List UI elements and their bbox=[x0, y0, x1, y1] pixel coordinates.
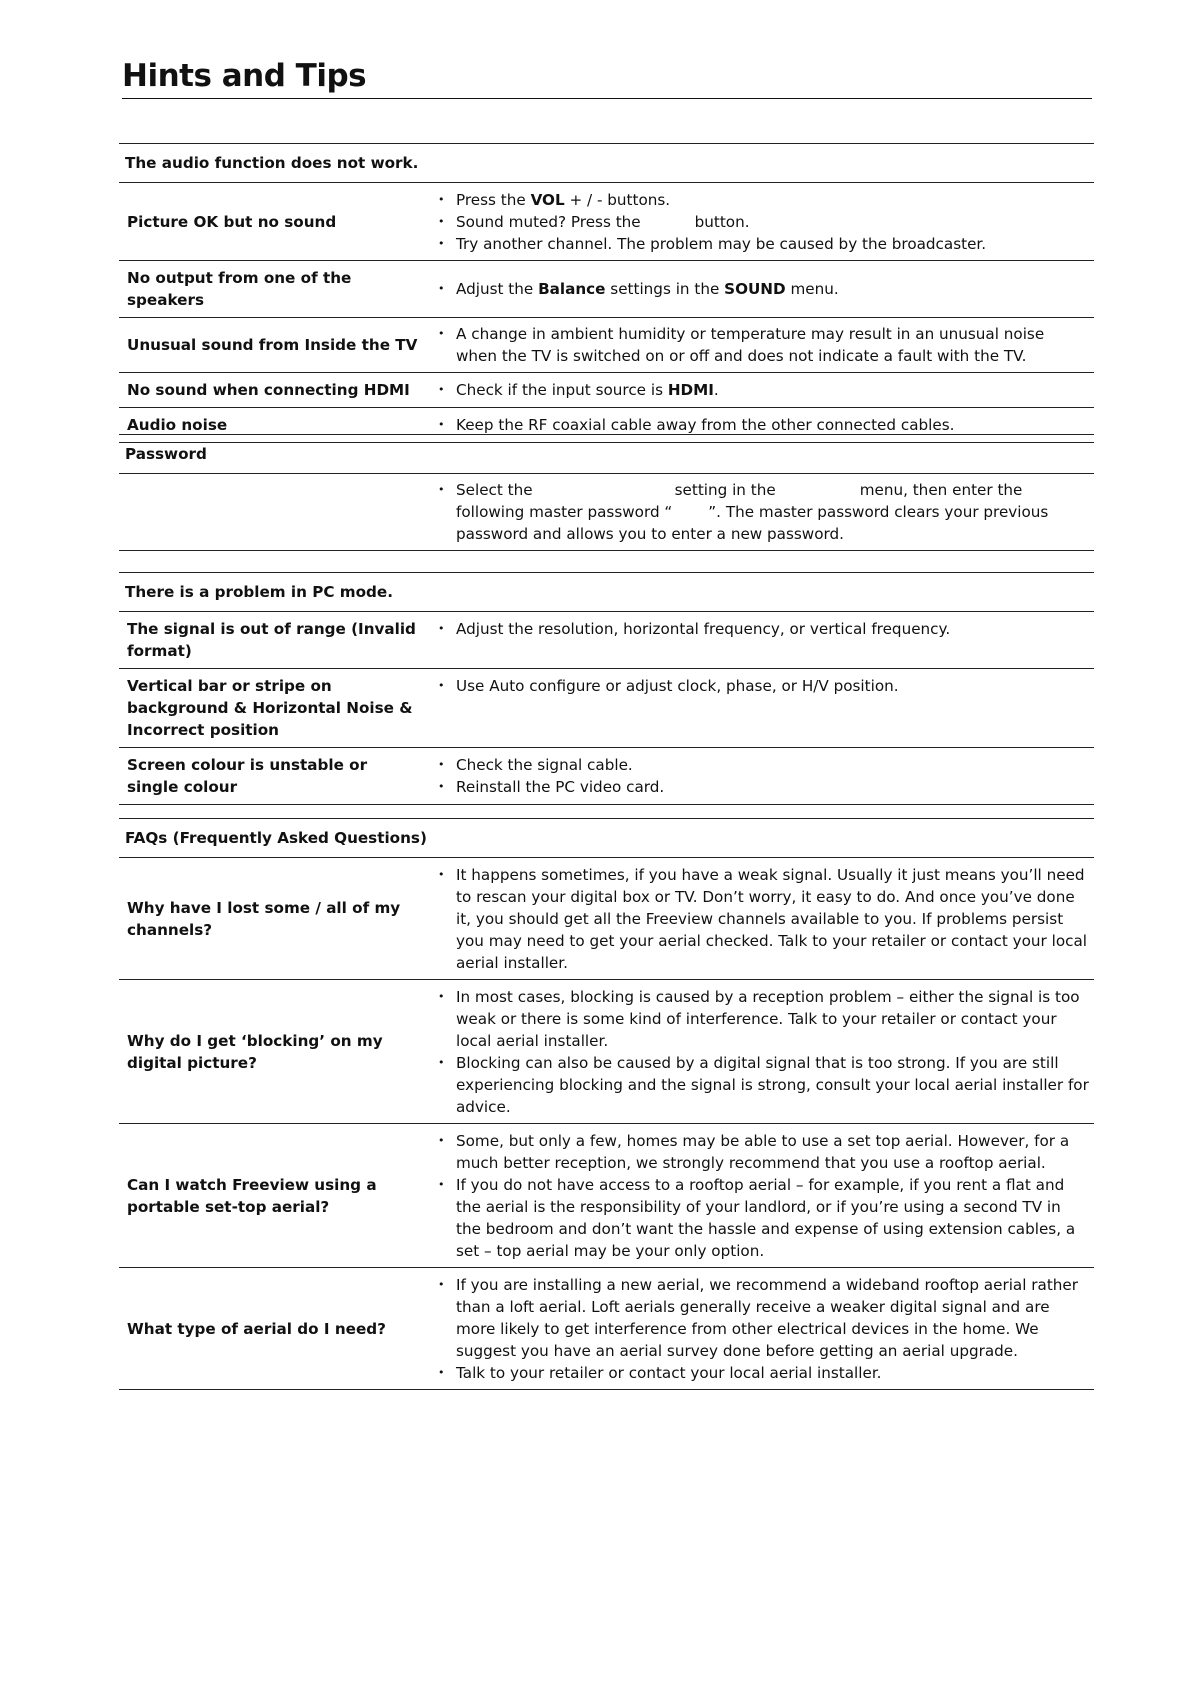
bullet: • Talk to your retailer or contact your local aerial installer. bbox=[426, 1362, 1090, 1384]
page-title: Hints and Tips bbox=[122, 58, 1092, 99]
pc-table bbox=[119, 572, 1094, 805]
bullet: • Use Auto configure or adjust clock, phase, or H/V position. bbox=[426, 675, 1090, 697]
answer bbox=[426, 980, 1094, 1124]
table-row bbox=[119, 1268, 1094, 1390]
bullet: • Press the VOL + / - buttons. bbox=[426, 189, 1090, 211]
section-heading-row bbox=[119, 819, 1094, 858]
table-row bbox=[119, 858, 1094, 980]
section-heading: FAQs (Frequently Asked Questions) bbox=[119, 819, 1094, 858]
answer bbox=[426, 373, 1094, 408]
question: Why do I get ‘blocking’ on my digital picture? bbox=[119, 980, 426, 1124]
section-heading: There is a problem in PC mode. bbox=[119, 573, 1094, 612]
bullet: • In most cases, blocking is caused by a reception problem – either the signal is too weak or there is some kind of interference. Talk to your retailer or contact your local aerial installer. bbox=[426, 986, 1090, 1052]
answer bbox=[426, 261, 1094, 318]
question: Picture OK but no sound bbox=[119, 183, 426, 261]
table-row bbox=[119, 373, 1094, 408]
question: Audio noise bbox=[119, 408, 426, 443]
table-row bbox=[119, 612, 1094, 669]
password-table bbox=[119, 434, 1094, 551]
answer bbox=[426, 1268, 1094, 1390]
question: The signal is out of range (Invalid format) bbox=[119, 612, 426, 669]
audio-section bbox=[119, 143, 1094, 443]
section-heading: The audio function does not work. bbox=[119, 144, 1094, 183]
table-row bbox=[119, 980, 1094, 1124]
question: What type of aerial do I need? bbox=[119, 1268, 426, 1390]
bullet: • Check if the input source is HDMI. bbox=[426, 379, 1090, 401]
bullet: • Sound muted? Press the button. bbox=[426, 211, 1090, 233]
section-heading-row bbox=[119, 435, 1094, 474]
faq-section bbox=[119, 818, 1094, 1390]
answer bbox=[426, 858, 1094, 980]
bullet: • A change in ambient humidity or temperature may result in an unusual noise when the TV is switched on or off and does not indicate a fault with the TV. bbox=[426, 323, 1090, 367]
section-heading-row bbox=[119, 144, 1094, 183]
question: No output from one of the speakers bbox=[119, 261, 426, 318]
answer bbox=[426, 474, 1094, 551]
bullet: • It happens sometimes, if you have a weak signal. Usually it just means you’ll need to rescan your digital box or TV. Don’t worry, it easy to do. And once you’ve done it, you should get all the Freeview channels available to you. If problems persist you may need to get your aerial checked. Talk to your retailer or contact your local aerial installer. bbox=[426, 864, 1090, 974]
table-row bbox=[119, 318, 1094, 373]
table-row bbox=[119, 748, 1094, 805]
question: Can I watch Freeview using a portable set-top aerial? bbox=[119, 1124, 426, 1268]
bullet: • Adjust the Balance settings in the SOUND menu. bbox=[426, 278, 1090, 300]
section-heading-row bbox=[119, 573, 1094, 612]
bullet: • Check the signal cable. bbox=[426, 754, 1090, 776]
question: Screen colour is unstable or single colour bbox=[119, 748, 426, 805]
question: Unusual sound from Inside the TV bbox=[119, 318, 426, 373]
pc-section bbox=[119, 572, 1094, 805]
table-row bbox=[119, 183, 1094, 261]
table-row bbox=[119, 669, 1094, 748]
answer bbox=[426, 318, 1094, 373]
question-empty bbox=[119, 474, 426, 551]
bullet: • Try another channel. The problem may be caused by the broadcaster. bbox=[426, 233, 1090, 255]
answer bbox=[426, 1124, 1094, 1268]
bullet: • If you are installing a new aerial, we recommend a wideband rooftop aerial rather than a loft aerial. Loft aerials generally receive a weaker digital signal and are more likely to get interference from other electrical devices in the home. We suggest you have an aerial survey done before getting an aerial upgrade. bbox=[426, 1274, 1090, 1362]
bullet: • If you do not have access to a rooftop aerial – for example, if you rent a flat and the aerial is the responsibility of your landlord, or if you’re using a second TV in the bedroom and don’t want the hassle and expense of using extension cables, a set – top aerial may be your only option. bbox=[426, 1174, 1090, 1262]
bullet: • Some, but only a few, homes may be able to use a set top aerial. However, for a much better reception, we strongly recommend that you use a rooftop aerial. bbox=[426, 1130, 1090, 1174]
bullet: • Adjust the resolution, horizontal frequency, or vertical frequency. bbox=[426, 618, 1090, 640]
faq-table bbox=[119, 818, 1094, 1390]
answer bbox=[426, 183, 1094, 261]
bullet: • Select the setting in the menu, then enter the following master password “ ”. The master password clears your previous password and allows you to enter a new password. bbox=[426, 479, 1090, 545]
question: Vertical bar or stripe on background & Horizontal Noise & Incorrect position bbox=[119, 669, 426, 748]
question: No sound when connecting HDMI bbox=[119, 373, 426, 408]
bullet: • Reinstall the PC video card. bbox=[426, 776, 1090, 798]
bullet: • Blocking can also be caused by a digital signal that is too strong. If you are still experiencing blocking and the signal is strong, consult your local aerial installer for advice. bbox=[426, 1052, 1090, 1118]
question: Why have I lost some / all of my channels? bbox=[119, 858, 426, 980]
audio-table bbox=[119, 143, 1094, 443]
answer bbox=[426, 748, 1094, 805]
answer bbox=[426, 612, 1094, 669]
answer bbox=[426, 669, 1094, 748]
table-row bbox=[119, 261, 1094, 318]
password-section bbox=[119, 434, 1094, 551]
table-row bbox=[119, 474, 1094, 551]
table-row bbox=[119, 1124, 1094, 1268]
section-heading: Password bbox=[119, 435, 1094, 474]
bullet: • Keep the RF coaxial cable away from the other connected cables. bbox=[426, 414, 1090, 436]
